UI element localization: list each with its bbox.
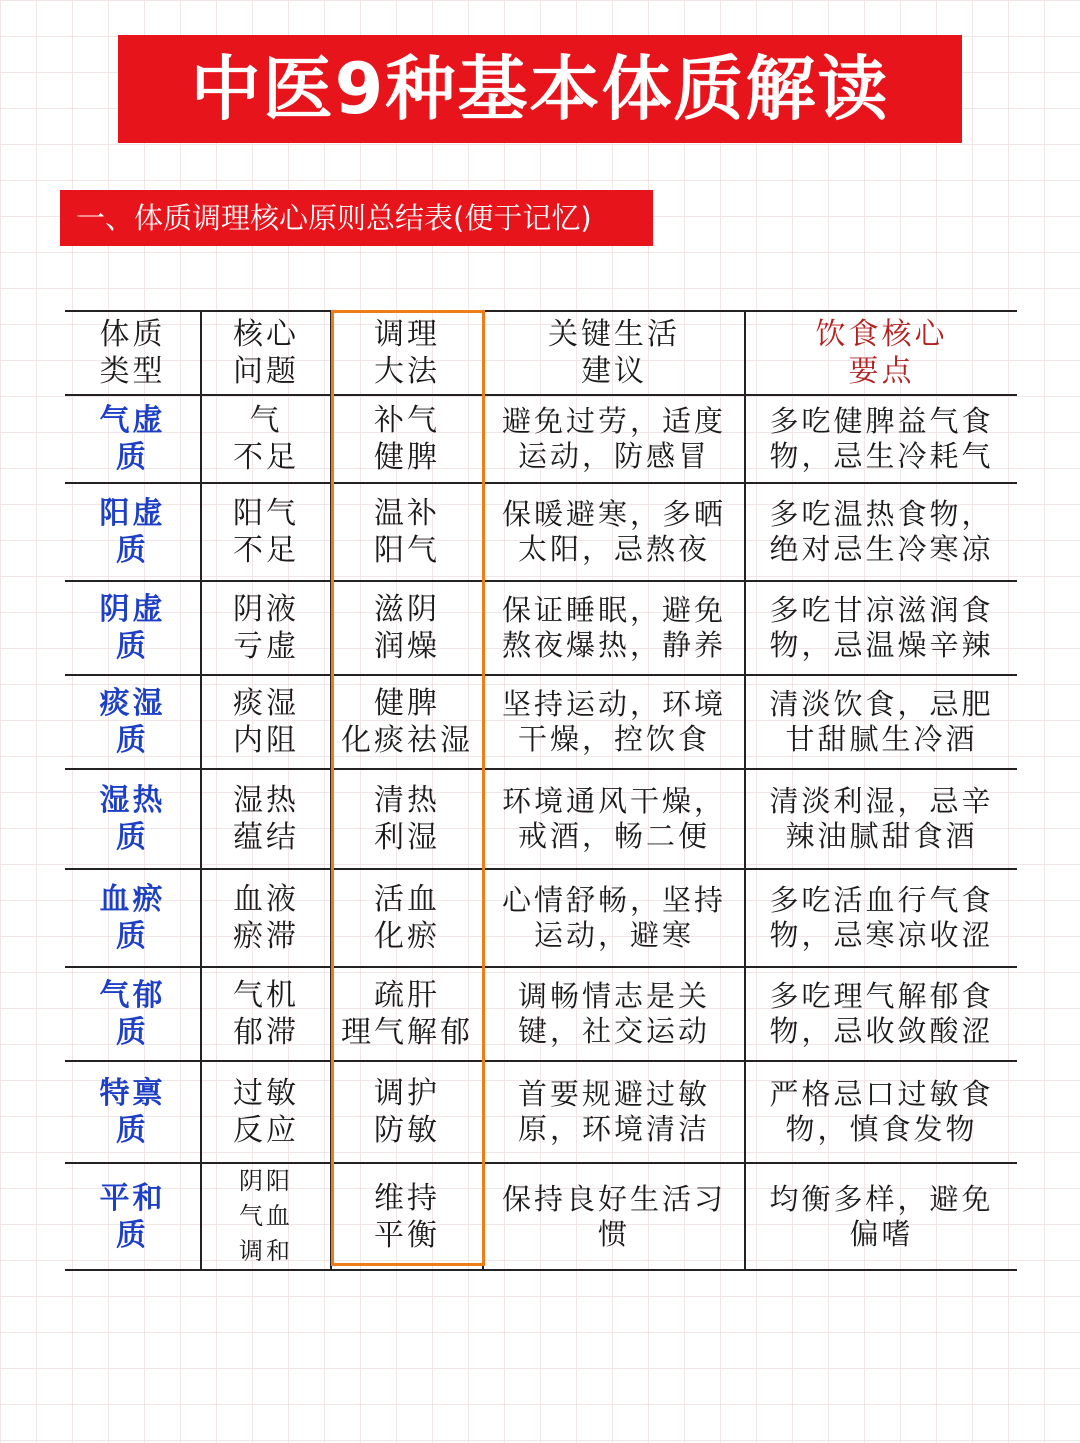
problem-cell: 阳气 不足 xyxy=(201,483,331,581)
problem-cell: 气 不足 xyxy=(201,395,331,483)
diet-cell: 多吃温热食物，绝对忌生冷寒凉 xyxy=(745,483,1017,581)
diet-cell: 严格忌口过敏食物，慎食发物 xyxy=(745,1061,1017,1163)
table-row xyxy=(65,581,1017,675)
page-title: 中医9种基本体质解读 xyxy=(190,48,890,130)
type-cell: 血瘀 质 xyxy=(65,869,201,967)
problem-cell: 阴阳 气血 调和 xyxy=(201,1163,331,1270)
diet-cell: 多吃活血行气食物，忌寒凉收涩 xyxy=(745,869,1017,967)
table-row xyxy=(65,395,1017,483)
type-cell: 气虚 质 xyxy=(65,395,201,483)
header-method: 调理 大法 xyxy=(331,311,483,395)
header-life: 关键生活 建议 xyxy=(483,311,745,395)
title-banner xyxy=(118,35,962,143)
type-cell: 痰湿 质 xyxy=(65,675,201,769)
life-cell: 坚持运动，环境干燥，控饮食 xyxy=(483,675,745,769)
diet-cell: 多吃健脾益气食物，忌生冷耗气 xyxy=(745,395,1017,483)
method-cell: 健脾 化痰祛湿 xyxy=(331,675,483,769)
type-cell: 特禀 质 xyxy=(65,1061,201,1163)
header-problem: 核心 问题 xyxy=(201,311,331,395)
problem-cell: 痰湿 内阻 xyxy=(201,675,331,769)
life-cell: 保证睡眠，避免熬夜爆热，静养 xyxy=(483,581,745,675)
life-cell: 避免过劳，适度运动，防感冒 xyxy=(483,395,745,483)
method-cell: 活血 化瘀 xyxy=(331,869,483,967)
type-cell: 气郁 质 xyxy=(65,967,201,1061)
header-type: 体质 类型 xyxy=(65,311,201,395)
table-row xyxy=(65,869,1017,967)
problem-cell: 阴液 亏虚 xyxy=(201,581,331,675)
diet-cell: 多吃理气解郁食物，忌收敛酸涩 xyxy=(745,967,1017,1061)
problem-cell: 湿热 蕴结 xyxy=(201,769,331,869)
method-cell: 维持 平衡 xyxy=(331,1163,483,1270)
table-row xyxy=(65,1163,1017,1270)
section-heading: 一、体质调理核心原则总结表(便于记忆) xyxy=(76,200,592,235)
life-cell: 保暖避寒，多晒太阳，忌熬夜 xyxy=(483,483,745,581)
method-cell: 疏肝 理气解郁 xyxy=(331,967,483,1061)
summary-table xyxy=(65,310,1017,1271)
type-cell: 阴虚 质 xyxy=(65,581,201,675)
method-cell: 滋阴 润燥 xyxy=(331,581,483,675)
method-cell: 温补 阳气 xyxy=(331,483,483,581)
type-cell: 阳虚 质 xyxy=(65,483,201,581)
problem-cell: 过敏 反应 xyxy=(201,1061,331,1163)
diet-cell: 清淡饮食，忌肥甘甜腻生冷酒 xyxy=(745,675,1017,769)
header-diet: 饮食核心 要点 xyxy=(745,311,1017,395)
type-cell: 平和 质 xyxy=(65,1163,201,1270)
section-banner xyxy=(60,190,653,246)
table-row xyxy=(65,967,1017,1061)
summary-table-wrap xyxy=(65,310,1017,1263)
diet-cell: 清淡利湿，忌辛辣油腻甜食酒 xyxy=(745,769,1017,869)
problem-cell: 血液 瘀滞 xyxy=(201,869,331,967)
method-cell: 调护 防敏 xyxy=(331,1061,483,1163)
life-cell: 调畅情志是关键，社交运动 xyxy=(483,967,745,1061)
table-header-row xyxy=(65,311,1017,395)
diet-cell: 均衡多样，避免偏嗜 xyxy=(745,1163,1017,1270)
table-row xyxy=(65,1061,1017,1163)
method-cell: 清热 利湿 xyxy=(331,769,483,869)
method-cell: 补气 健脾 xyxy=(331,395,483,483)
life-cell: 心情舒畅，坚持运动，避寒 xyxy=(483,869,745,967)
life-cell: 首要规避过敏原，环境清洁 xyxy=(483,1061,745,1163)
type-cell: 湿热 质 xyxy=(65,769,201,869)
table-row xyxy=(65,675,1017,769)
problem-cell: 气机 郁滞 xyxy=(201,967,331,1061)
life-cell: 环境通风干燥，戒酒，畅二便 xyxy=(483,769,745,869)
diet-cell: 多吃甘凉滋润食物，忌温燥辛辣 xyxy=(745,581,1017,675)
life-cell: 保持良好生活习惯 xyxy=(483,1163,745,1270)
table-row xyxy=(65,483,1017,581)
table-row xyxy=(65,769,1017,869)
